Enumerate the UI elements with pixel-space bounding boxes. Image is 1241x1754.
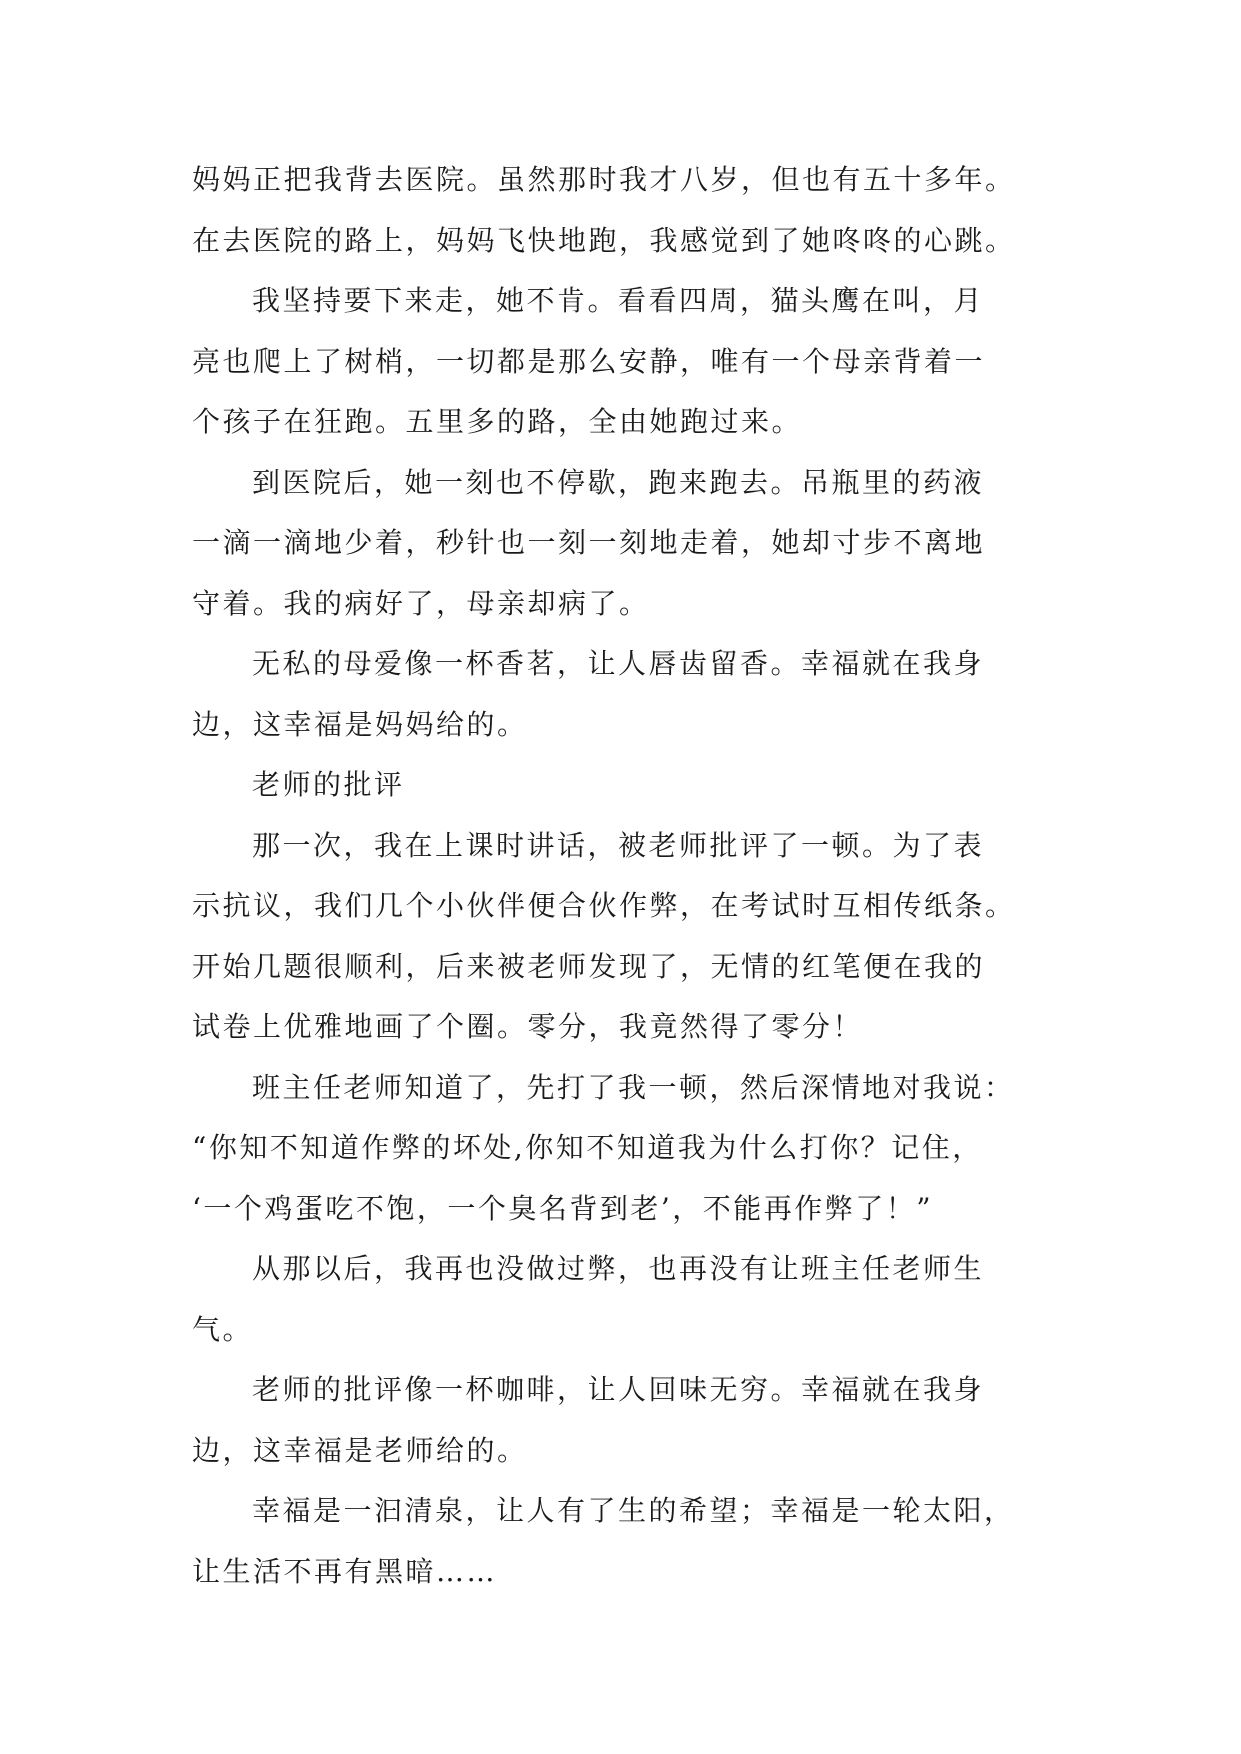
text-line: “你知不知道作弊的坏处,你知不知道我为什么打你？记住，	[192, 1131, 983, 1164]
text-line: 个孩子在狂跑。五里多的路，全由她跑过来。	[192, 405, 803, 438]
text-line: 试卷上优雅地画了个圈。零分，我竟然得了零分！	[192, 1010, 864, 1043]
text-line: 班主任老师知道了，先打了我一顿，然后深情地对我说：	[252, 1070, 1015, 1104]
text-line: 到医院后，她一刻也不停歇，跑来跑去。吊瓶里的药液	[252, 465, 985, 499]
text-line: 一滴一滴地少着，秒针也一刻一刻地走着，她却寸步不离地	[192, 526, 986, 559]
text-line: 气。	[192, 1312, 254, 1346]
text-line: 亮也爬上了树梢，一切都是那么安静，唯有一个母亲背着一	[192, 344, 986, 378]
text-line: 妈妈正把我背去医院。虽然那时我才八岁，但也有五十多年。	[192, 163, 1016, 196]
text-line: 开始几题很顺利，后来被老师发现了，无情的红笔便在我的	[192, 949, 986, 983]
section-heading: 老师的批评	[252, 768, 405, 801]
text-line: 那一次，我在上课时讲话，被老师批评了一顿。为了表	[252, 828, 985, 862]
text-line: 从那以后，我再也没做过弊，也再没有让班主任老师生	[252, 1252, 985, 1285]
text-line: 我坚持要下来走，她不肯。看看四周，猫头鹰在叫，月	[252, 284, 985, 317]
text-line: 幸福是一汩清泉，让人有了生的希望；幸福是一轮太阳，	[252, 1494, 1015, 1527]
text-line: 示抗议，我们几个小伙伴便合伙作弊，在考试时互相传纸条。	[192, 889, 1016, 922]
text-line: 老师的批评像一杯咖啡，让人回味无穷。幸福就在我身	[252, 1373, 985, 1406]
text-line: 守着。我的病好了，母亲却病了。	[192, 586, 650, 620]
text-line: 边，这幸福是老师给的。	[192, 1433, 528, 1467]
text-line: ‘一个鸡蛋吃不饱，一个臭名背到老’，不能再作弊了！”	[192, 1191, 934, 1225]
text-line: 让生活不再有黑暗……	[192, 1554, 498, 1588]
document-body	[192, 150, 1062, 1602]
text-line: 在去医院的路上，妈妈飞快地跑，我感觉到了她咚咚的心跳。	[192, 223, 1016, 257]
text-line: 无私的母爱像一杯香茗，让人唇齿留香。幸福就在我身	[252, 647, 985, 680]
text-line: 边，这幸福是妈妈给的。	[192, 707, 528, 741]
